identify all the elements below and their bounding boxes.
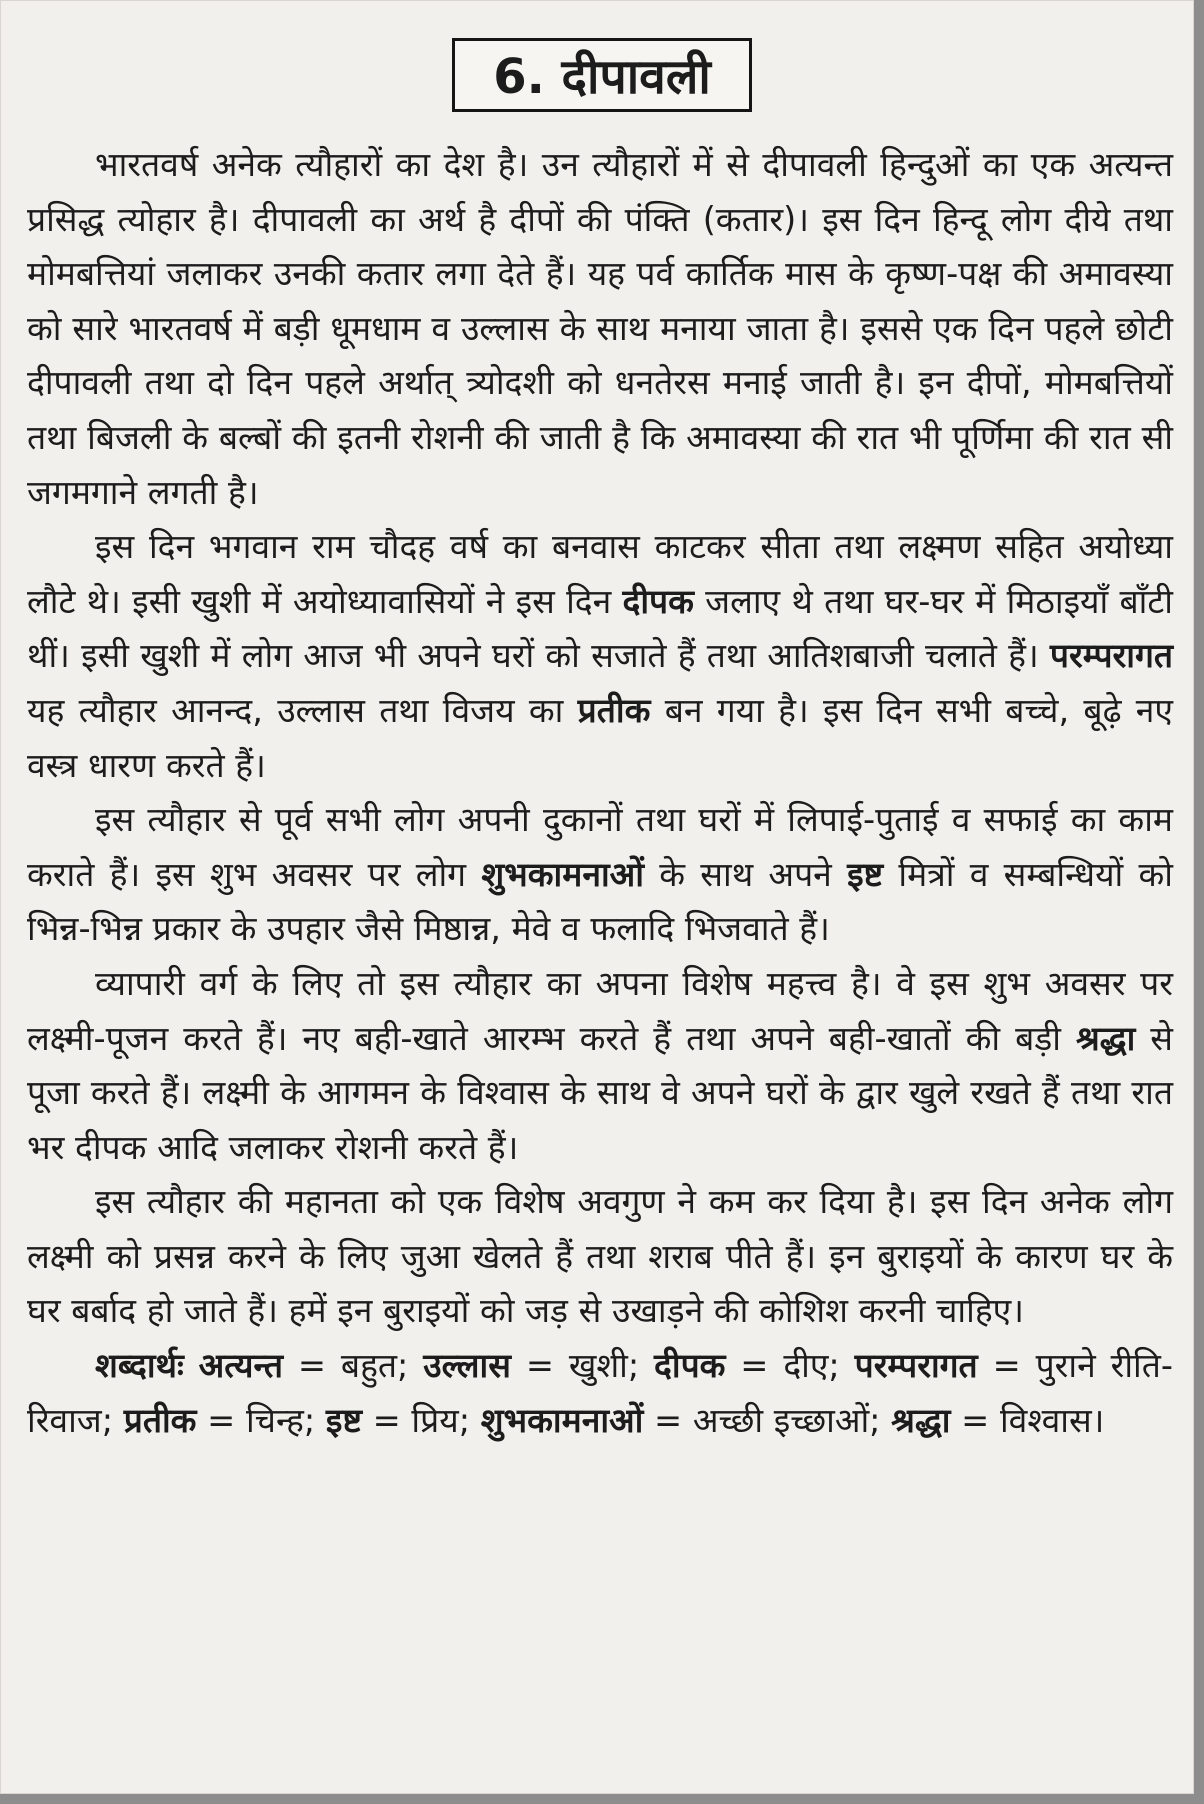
- glossary-term: परम्परागत: [854, 1346, 978, 1386]
- paragraph-3: [27, 793, 1173, 957]
- glossary-term: उल्लास: [423, 1346, 511, 1386]
- paragraph-4-text-b: से पूजा करते हैं। लक्ष्मी के आगमन के विश्वास के साथ वे अपने घरों के द्वार खुले रखते हैं तथा रात भर दीपक आदि जलाकर रोशनी करते हैं।: [27, 1018, 1174, 1167]
- glossary-entry: इष्ट = प्रिय;: [325, 1400, 471, 1440]
- glossary-meaning: अच्छी इच्छाओं;: [692, 1400, 881, 1440]
- glossary-meaning: पुराने रीति-रिवाज;: [27, 1346, 1173, 1440]
- chapter-title-text: 6. दीपावली: [493, 48, 711, 105]
- glossary-heading: शब्दार्थः: [95, 1346, 184, 1386]
- glossary-entry: शुभकामनाओं = अच्छी इच्छाओं;: [480, 1400, 881, 1440]
- paragraph-2-text-b: जलाए थे तथा घर-घर में मिठाइयाँ बाँटी थीं। इसी खुशी में लोग आज भी अपने घरों को सजाते हैं तथा आतिशबाजी चलाते हैं।: [27, 581, 1173, 676]
- bold-word-shubhkamnaon: शुभकामनाओं: [481, 854, 644, 894]
- paragraph-3-text-c: मित्रों व सम्बन्धियों को भिन्न-भिन्न प्रकार के उपहार जैसे मिष्ठान्न, मेवे व फलादि भिजवाते हैं।: [27, 854, 1174, 949]
- paragraph-3-text-b: के साथ अपने: [643, 854, 848, 894]
- paragraph-4-text-a: व्यापारी वर्ग के लिए तो इस त्यौहार का अपना विशेष महत्त्व है। वे इस शुभ अवसर पर लक्ष्मी-पूजन करते हैं। नए बही-खाते आरम्भ करते हैं तथा अपने बही-खातों की बड़ी: [27, 963, 1173, 1058]
- glossary-meaning: प्रिय;: [411, 1400, 471, 1440]
- paragraph-2-text-a: इस दिन भगवान राम चौदह वर्ष का बनवास काटकर सीता तथा लक्ष्मण सहित अयोध्या लौटे थे। इसी खुशी में अयोध्यावासियों ने इस दिन: [27, 527, 1173, 621]
- paragraph-1: [27, 138, 1173, 520]
- glossary: [27, 1339, 1173, 1448]
- bold-word-paramparagat: परम्परागत: [1049, 636, 1173, 676]
- paragraph-4: [27, 957, 1173, 1175]
- glossary-entry: प्रतीक = चिन्ह;: [123, 1400, 316, 1440]
- glossary-term: शुभकामनाओं: [480, 1400, 644, 1440]
- paragraph-3-text-a: इस त्यौहार से पूर्व सभी लोग अपनी दुकानों तथा घरों में लिपाई-पुताई व सफाई का काम कराते हैं। इस शुभ अवसर पर लोग: [27, 800, 1173, 894]
- paragraph-2-text-c: यह त्यौहार आनन्द, उल्लास तथा विजय का: [27, 690, 578, 730]
- glossary-entry: दीपक = दीए;: [654, 1346, 840, 1386]
- essay-body: [27, 138, 1173, 1448]
- bold-word-deepak: दीपक: [622, 581, 694, 621]
- glossary-term: इष्ट: [325, 1400, 362, 1440]
- glossary-meaning: विश्वास।: [999, 1400, 1105, 1440]
- glossary-term: श्रद्धा: [891, 1400, 951, 1440]
- glossary-meaning: बहुत;: [340, 1346, 409, 1386]
- glossary-entry: परम्परागत = पुराने रीति-रिवाज;: [27, 1346, 1173, 1440]
- glossary-term: अत्यन्त: [198, 1346, 284, 1386]
- bold-word-prateek: प्रतीक: [577, 690, 651, 730]
- glossary-meaning: दीए;: [783, 1346, 840, 1386]
- glossary-entry: उल्लास = खुशी;: [423, 1346, 640, 1386]
- glossary-term: दीपक: [654, 1346, 726, 1386]
- glossary-entry: अत्यन्त = बहुत;: [198, 1346, 409, 1386]
- paragraph-2-text-d: बन गया है। इस दिन सभी बच्चे, बूढ़े नए वस्त्र धारण करते हैं।: [27, 690, 1173, 785]
- glossary-meaning: चिन्ह;: [245, 1400, 316, 1440]
- glossary-meaning: खुशी;: [568, 1346, 640, 1386]
- paragraph-1-text: भारतवर्ष अनेक त्यौहारों का देश है। उन त्यौहारों में से दीपावली हिन्दुओं का एक अत्यन्त प्रसिद्ध त्योहार है। दीपावली का अर्थ है दीपों की पंक्ति (कतार)। इस दिन हिन्दू लोग दीये तथा मोमबत्तियां जलाकर उनकी कतार लगा देते हैं। यह पर्व कार्तिक मास के कृष्ण-पक्ष की अमावस्या को सारे भारतवर्ष में बड़ी धूमधाम व उल्लास के साथ मनाया जाता है। इससे एक दिन पहले छोटी दीपावली तथा दो दिन पहले अर्थात् त्र्योदशी को धनतेरस मनाई जाती है। इन दीपों, मोमबत्तियों तथा बिजली के बल्बों की इतनी रोशनी की जाती है कि अमावस्या की रात भी पूर्णिमा की रात सी जगमगाने लगती है।: [27, 145, 1173, 512]
- paragraph-5-text: इस त्यौहार की महानता को एक विशेष अवगुण ने कम कर दिया है। इस दिन अनेक लोग लक्ष्मी को प्रसन्न करने के लिए जुआ खेलते हैं तथा शराब पीते हैं। इन बुराइयों के कारण घर के घर बर्बाद हो जाते हैं। हमें इन बुराइयों को जड़ से उखाड़ने की कोशिश करनी चाहिए।: [27, 1182, 1173, 1331]
- paragraph-5: [27, 1175, 1173, 1339]
- chapter-title: [452, 38, 752, 112]
- glossary-term: प्रतीक: [123, 1400, 197, 1440]
- bold-word-shraddha: श्रद्धा: [1075, 1018, 1136, 1058]
- glossary-entry: श्रद्धा = विश्वास।: [891, 1400, 1105, 1440]
- bold-word-isht: इष्ट: [847, 854, 884, 894]
- paragraph-2: [27, 520, 1173, 793]
